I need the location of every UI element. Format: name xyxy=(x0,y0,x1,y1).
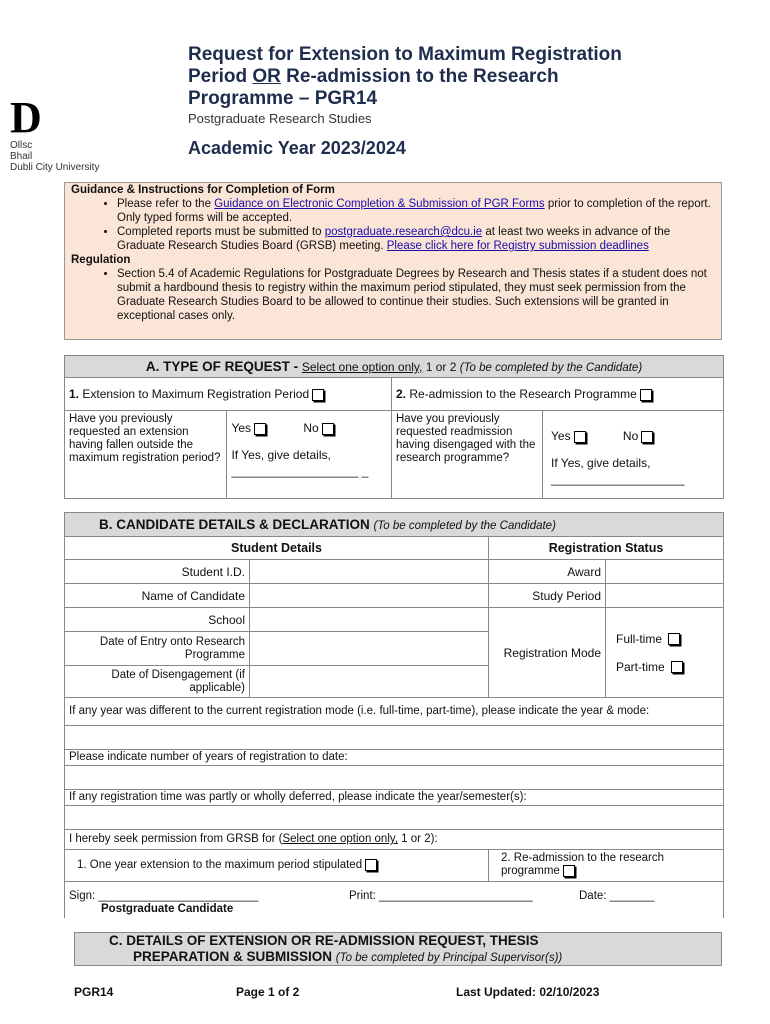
guidance-heading: Guidance & Instructions for Completion of Form xyxy=(71,184,335,196)
study-period-label: Study Period xyxy=(489,584,606,608)
email-link[interactable]: postgraduate.research@dcu.ie xyxy=(324,226,483,238)
section-c-line: C. DETAILS OF EXTENSION OR RE-ADMISSION REQUEST, THESIS xyxy=(109,933,539,948)
year-diff-field[interactable] xyxy=(65,726,724,750)
logo-line: Bhail xyxy=(10,151,33,162)
yes-checkbox[interactable] xyxy=(254,423,266,435)
title-line: Request for Extension to Maximum Registration xyxy=(188,44,622,65)
section-b-header: B. CANDIDATE DETAILS & DECLARATION (To be completed by the Candidate) xyxy=(65,513,724,537)
checkbox-icon[interactable] xyxy=(640,389,652,401)
checkbox-icon[interactable] xyxy=(365,859,377,871)
dcu-logo: D xyxy=(10,93,42,142)
sign-field[interactable]: Sign: _________________________ xyxy=(69,890,259,902)
registration-mode-label: Registration Mode xyxy=(489,608,606,698)
footer-code: PGR14 xyxy=(74,985,114,999)
checkbox-icon[interactable] xyxy=(312,389,324,401)
date-entry-field[interactable] xyxy=(250,632,489,666)
checkbox-icon[interactable] xyxy=(563,865,575,877)
title-line: Period OR Re-admission to the Research xyxy=(188,66,559,87)
guidance-bullet: • Completed reports must be submitted to postgraduate.research@dcu.ie at least two weeks in advance of the Graduate Research Studies Board (GRSB) meeting. Please click here for Registry submission deadlines xyxy=(117,225,721,253)
student-id-field[interactable] xyxy=(250,560,489,584)
page-title xyxy=(188,44,708,110)
footer-page: Page 1 of 2 xyxy=(236,985,300,999)
option-2[interactable]: 2. Re-admission to the Research Programme xyxy=(392,378,724,411)
seek-option-1[interactable]: 1. One year extension to the maximum period stipulated xyxy=(65,850,489,882)
footer-updated: Last Updated: 02/10/2023 xyxy=(456,985,600,999)
details-field[interactable]: If Yes, give details, ____________________ xyxy=(551,456,685,486)
print-field[interactable]: Print: ________________________ xyxy=(349,890,533,902)
section-c-header xyxy=(74,932,722,966)
study-period-field[interactable] xyxy=(606,584,724,608)
deadlines-link[interactable]: Please click here for Registry submission deadlines xyxy=(386,240,649,252)
logo-line: Dubli City University xyxy=(10,162,100,173)
section-b-table xyxy=(64,512,724,918)
date-entry-label: Date of Entry onto Research Programme xyxy=(65,632,250,666)
regulation-heading: Regulation xyxy=(71,254,131,266)
student-details-header: Student Details xyxy=(65,537,489,560)
section-c-line: PREPARATION & SUBMISSION (To be completed by Principal Supervisor(s)) xyxy=(133,949,563,964)
option-1[interactable]: 1. Extension to Maximum Registration Period xyxy=(65,378,392,411)
full-time-checkbox[interactable] xyxy=(668,633,680,645)
answer-extension: Yes No If Yes, give details, ___________________ _ xyxy=(227,411,392,499)
seek-option-2[interactable]: 2. Re-admission to the research programme xyxy=(489,850,724,882)
registration-mode-options: Full-time Part-time xyxy=(606,608,724,698)
years-question: Please indicate number of years of registration to date: xyxy=(65,750,724,766)
details-field[interactable]: If Yes, give details, ___________________ _ xyxy=(231,448,369,478)
no-checkbox[interactable] xyxy=(641,431,653,443)
student-id-label: Student I.D. xyxy=(65,560,250,584)
question-extension: Have you previously requested an extension having fallen outside the maximum registration period? xyxy=(65,411,227,499)
school-field[interactable] xyxy=(250,608,489,632)
date-field[interactable]: Date: _______ xyxy=(579,890,655,902)
academic-year: Academic Year 2023/2024 xyxy=(188,138,406,158)
guidance-box xyxy=(64,182,722,340)
logo-line: Ollsc xyxy=(10,140,33,151)
sign-role: Postgraduate Candidate xyxy=(101,903,234,915)
seek-permission-text: I hereby seek permission from GRSB for (Select one option only, 1 or 2): xyxy=(65,830,724,850)
award-field[interactable] xyxy=(606,560,724,584)
signature-row xyxy=(65,882,724,918)
yes-checkbox[interactable] xyxy=(574,431,586,443)
subtitle: Postgraduate Research Studies xyxy=(188,111,372,126)
award-label: Award xyxy=(489,560,606,584)
school-label: School xyxy=(65,608,250,632)
deferred-field[interactable] xyxy=(65,806,724,830)
title-line: Programme – PGR14 xyxy=(188,88,378,109)
name-field[interactable] xyxy=(250,584,489,608)
registration-status-header: Registration Status xyxy=(489,537,724,560)
guidance-bullet: • Please refer to the Guidance on Electronic Completion & Submission of PGR Forms prior to completion of the report. Only typed forms will be accepted. xyxy=(117,197,721,225)
regulation-text: • Section 5.4 of Academic Regulations for Postgraduate Degrees by Research and Thesis states if a student does not submit a hardbound thesis to registry within the maximum period stipulated, they must seek permission from the Graduate Research Studies Board to be allowed to continue their studies. Such extensions will be granted in exceptional cases only. xyxy=(117,267,721,323)
guidance-link[interactable]: Guidance on Electronic Completion & Submission of PGR Forms xyxy=(214,198,545,210)
date-disengagement-field[interactable] xyxy=(250,666,489,698)
answer-readmission: Yes No If Yes, give details, ____________________ xyxy=(543,411,724,499)
part-time-checkbox[interactable] xyxy=(671,661,683,673)
years-field[interactable] xyxy=(65,766,724,790)
section-a-table xyxy=(64,355,724,499)
deferred-question: If any registration time was partly or wholly deferred, please indicate the year/semester(s): xyxy=(65,790,724,806)
logo-text xyxy=(10,140,120,173)
name-label: Name of Candidate xyxy=(65,584,250,608)
no-checkbox[interactable] xyxy=(322,423,334,435)
section-a-header: A. TYPE OF REQUEST - Select one option only, 1 or 2 (To be completed by the Candidate) xyxy=(65,356,724,378)
question-readmission: Have you previously requested readmission having disengaged with the research programme? xyxy=(392,411,543,499)
date-disengagement-label: Date of Disengagement (if applicable) xyxy=(65,666,250,698)
year-diff-question: If any year was different to the current registration mode (i.e. full-time, part-time), please indicate the year & mode: xyxy=(65,698,724,726)
